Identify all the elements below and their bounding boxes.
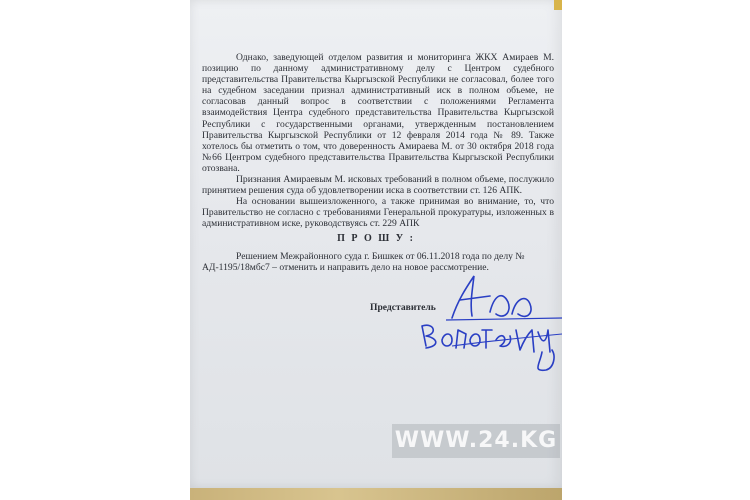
representative-label: Представитель [370, 302, 436, 313]
decision-text: Решением Межрайонного суда г. Бишкек от 06.11.2018 года по делу № АД-1195/18мбс7 – отменить и направить дело на новое рассмотрение. [202, 251, 525, 274]
paper-sheet [190, 0, 562, 488]
paragraph-1: Однако, заведующей отделом развития и мониторинга ЖКХ Амираев М. позицию по данному административному делу с Центром судебного представительства Правительства Кыргызской Республики не согласовал, более того на судебном заседании признал административный иск в полном объеме, не согласовав данный вопрос в соответствии с положениями Регламента взаимодействия Центра судебного представительства Правительства Кыргызской Республики с государственными органами, утвержденным постановлением Правительства Кыргызской Республики от 12 февраля 2014 года № 89. Также хотелось бы отметить о том, что доверенность Амираева М. от 30 октября 2018 года №66 Центром судебного представительства Правительства Кыргызской Республики отозвана. [202, 52, 554, 174]
desk-surface [190, 486, 562, 500]
paragraph-2: Признания Амираевым М. исковых требований в полном объеме, послужило принятием решения суда об удовлетворении иска в соответствии ст. 126 АПК. [202, 174, 554, 197]
handwritten-signature [190, 0, 562, 488]
site-watermark: WWW.24.KG [392, 424, 560, 458]
request-heading: П Р О Ш У : [337, 233, 415, 244]
paragraph-3: На основании вышеизложенного, а также принимая во внимание, то, что Правительство не согласно с требованиями Генеральной прокуратуры, изложенных в административном иске, руководствуясь ст. 229 АПК [202, 196, 554, 230]
